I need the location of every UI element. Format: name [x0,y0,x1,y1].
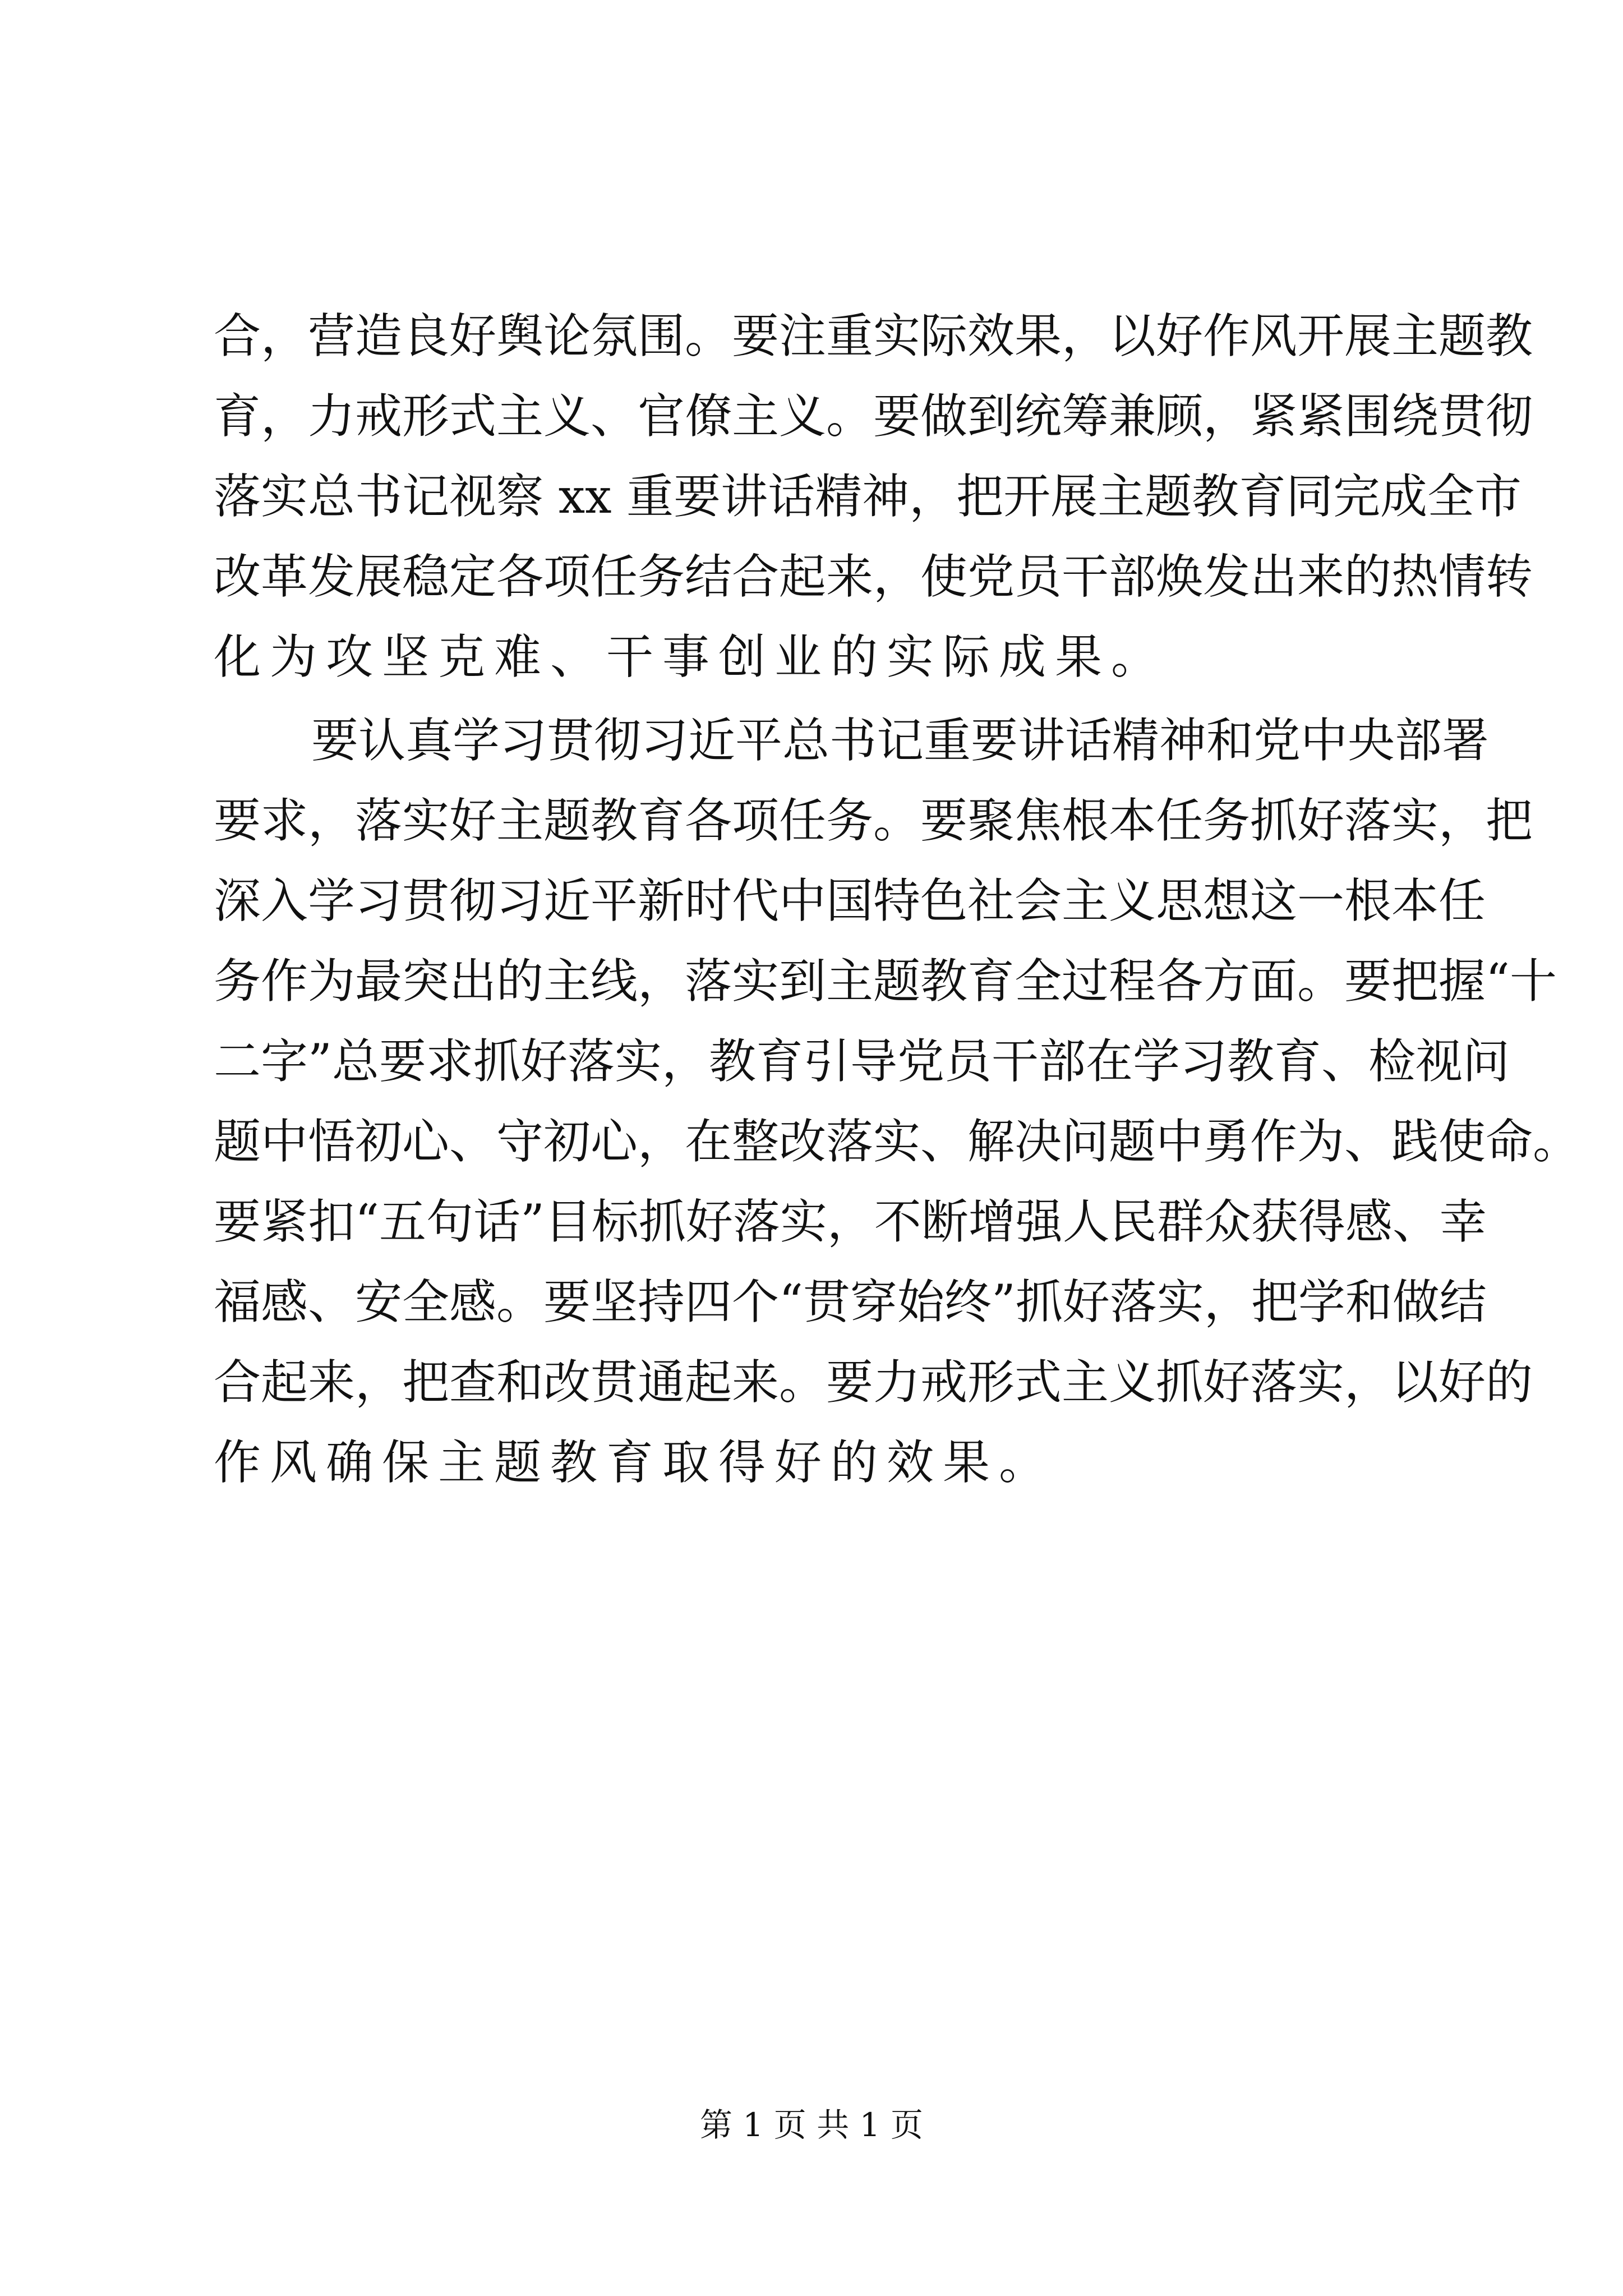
paragraph-2-line-8: 福感、安全感。要坚持四个“贯穿始终”抓好落实，把学和做结 [214,1274,1487,1329]
paragraph-1-line-5: 化为攻坚克难、干事创业的实际成果。 [214,629,1168,684]
document-body [214,296,1580,1503]
paragraph-2-line-3: 深入学习贯彻习近平新时代中国特色社会主义思想这一根本任 [214,873,1486,928]
paragraph-2-line-5: 二字”总要求抓好落实，教育引导党员干部在学习教育、检视问 [214,1034,1510,1089]
paragraph-1-line-4: 改革发展稳定各项任务结合起来，使党员干部焕发出来的热情转 [214,549,1533,604]
paragraph-2-line-2: 要求，落实好主题教育各项任务。要聚焦根本任务抓好落实，把 [214,793,1533,848]
paragraph-2-line-9: 合起来，把查和改贯通起来。要力戒形式主义抓好落实，以好的 [214,1355,1533,1410]
paragraph-2-line-7: 要紧扣“五句话”目标抓好落实，不断增强人民群众获得感、幸 [214,1194,1487,1249]
paragraph-2-line-4: 务作为最突出的主线，落实到主题教育全过程各方面。要把握“十 [214,954,1557,1009]
paragraph-1-line-1: 合，营造良好舆论氛围。要注重实际效果，以好作风开展主题教 [214,309,1533,364]
paragraph-1-line-3: 落实总书记视察 xx 重要讲话精神，把开展主题教育同完成全市 [214,469,1522,524]
paragraph-2-line-6: 题中悟初心、守初心，在整改落实、解决问题中勇作为、践使命。 [214,1114,1580,1169]
paragraph-2-line-10: 作风确保主题教育取得好的效果。 [214,1435,1055,1490]
paragraph-2-line-1: 要认真学习贯彻习近平总书记重要讲话精神和党中央部署 [311,713,1490,768]
page-footer: 第 1 页 共 1 页 [700,2106,923,2144]
paragraph-1-line-2: 育，力戒形式主义、官僚主义。要做到统筹兼顾，紧紧围绕贯彻 [214,389,1533,444]
